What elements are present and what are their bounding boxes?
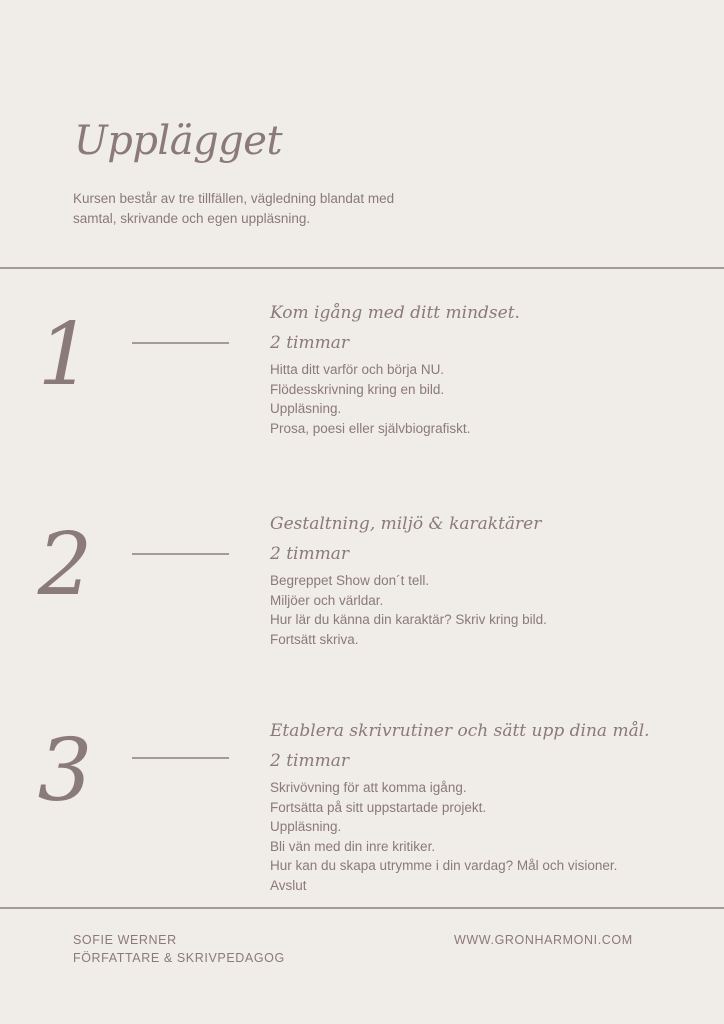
session-item: Prosa, poesi eller självbiografiskt. (270, 420, 471, 436)
footer-author (73, 931, 285, 967)
session-item: Hur lär du känna din karaktär? Skriv kring bild. (270, 612, 547, 627)
session-item: Fortsätta på sitt uppstartade projekt. (270, 799, 487, 815)
session-title: Gestaltning, miljö & karaktärer (270, 514, 542, 534)
intro-text: Kursen består av tre tillfällen, vägledning blandat med samtal, skrivande och egen uppläsning. (73, 191, 395, 226)
session-content (270, 513, 700, 649)
session-item: Hitta ditt varför och börja NU. (270, 362, 445, 377)
session-item: Fortsätt skriva. (270, 631, 359, 647)
session-dash (132, 342, 229, 344)
session-number: 1 (37, 305, 93, 405)
session-dash (132, 553, 229, 555)
session-items (270, 571, 700, 649)
session-title: Etablera skrivrutiner och sätt upp dina mål. (270, 721, 650, 741)
footer-website: WWW.GRONHARMONI.COM (454, 933, 633, 947)
session-item: Flödesskrivning kring en bild. (270, 381, 445, 397)
session-item: Hur kan du skapa utrymme i din vardag? Mål och visioner. (270, 858, 618, 873)
session-item: Begreppet Show don´t tell. (270, 573, 430, 588)
session-item: Avslut (270, 877, 307, 893)
session-item: Uppläsning. (270, 819, 342, 834)
session-dash (132, 757, 229, 759)
session-content (270, 302, 700, 438)
page-title: Upplägget (74, 118, 283, 164)
author-role: FÖRFATTARE & SKRIVPEDAGOG (73, 951, 285, 965)
session-number: 2 (37, 515, 93, 615)
top-divider (0, 267, 724, 269)
session-item: Skrivövning för att komma igång. (270, 780, 467, 795)
session-items (270, 360, 700, 438)
author-name: SOFIE WERNER (73, 933, 177, 947)
session-item: Uppläsning. (270, 401, 342, 416)
session-items (270, 778, 700, 895)
bottom-divider (0, 907, 724, 909)
session-item: Bli vän med din inre kritiker. (270, 838, 436, 854)
session-content (270, 720, 700, 895)
session-duration: 2 timmar (270, 751, 349, 771)
session-title: Kom igång med ditt mindset. (270, 303, 520, 323)
session-number: 3 (37, 721, 93, 821)
session-duration: 2 timmar (270, 333, 349, 353)
session-item: Miljöer och världar. (270, 592, 384, 608)
session-duration: 2 timmar (270, 544, 349, 564)
